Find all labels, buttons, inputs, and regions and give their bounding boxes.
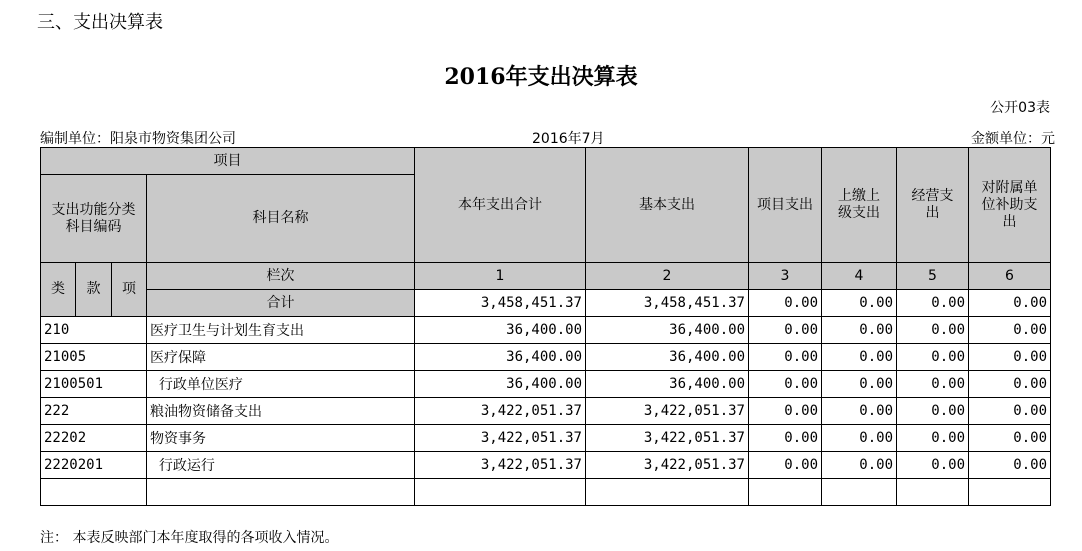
col-index: 3 xyxy=(749,263,822,290)
cell-basic: 36,400.00 xyxy=(586,371,749,398)
header-business: 经营支出 xyxy=(897,148,969,263)
header-lei: 类 xyxy=(41,263,76,317)
cell-business: 0.00 xyxy=(897,344,969,371)
form-number: 公开03表 xyxy=(990,100,1050,116)
cell-code: 222 xyxy=(41,398,147,425)
cell-total: 3,422,051.37 xyxy=(415,398,586,425)
cell-project: 0.00 xyxy=(749,317,822,344)
cell-total: 36,400.00 xyxy=(415,317,586,344)
col-index: 1 xyxy=(415,263,586,290)
empty-cell xyxy=(822,479,897,506)
report-date: 2016年7月 xyxy=(532,131,605,147)
header-kuan: 款 xyxy=(76,263,112,317)
header-project: 项目支出 xyxy=(749,148,822,263)
table-row xyxy=(41,344,1051,371)
cell-total: 36,400.00 xyxy=(415,371,586,398)
cell-code: 2100501 xyxy=(41,371,147,398)
cell-code: 2220201 xyxy=(41,452,147,479)
empty-cell xyxy=(586,479,749,506)
org-label: 编制单位：阳泉市物资集团公司 xyxy=(40,131,236,147)
cell-name: 粮油物资储备支出 xyxy=(147,398,415,425)
cell-name: 物资事务 xyxy=(147,425,415,452)
cell-project: 0.00 xyxy=(749,290,822,317)
section-title: 三、支出决算表 xyxy=(37,12,163,33)
cell-remit: 0.00 xyxy=(822,398,897,425)
table-row xyxy=(41,398,1051,425)
report-meta xyxy=(40,128,1055,148)
cell-business: 0.00 xyxy=(897,425,969,452)
header-remit: 上缴上级支出 xyxy=(822,148,897,263)
empty-cell xyxy=(897,479,969,506)
cell-remit: 0.00 xyxy=(822,371,897,398)
header-column-no: 栏次 xyxy=(147,263,415,290)
cell-total: 3,422,051.37 xyxy=(415,425,586,452)
col-index: 5 xyxy=(897,263,969,290)
cell-basic: 36,400.00 xyxy=(586,344,749,371)
cell-subsidy: 0.00 xyxy=(969,317,1051,344)
cell-name: 医疗卫生与计划生育支出 xyxy=(147,317,415,344)
cell-total: 3,458,451.37 xyxy=(415,290,586,317)
cell-project: 0.00 xyxy=(749,344,822,371)
col-index: 2 xyxy=(586,263,749,290)
cell-code: 22202 xyxy=(41,425,147,452)
cell-business: 0.00 xyxy=(897,452,969,479)
cell-total: 36,400.00 xyxy=(415,344,586,371)
cell-business: 0.00 xyxy=(897,290,969,317)
cell-subsidy: 0.00 xyxy=(969,452,1051,479)
cell-remit: 0.00 xyxy=(822,344,897,371)
cell-basic: 3,422,051.37 xyxy=(586,398,749,425)
table-row xyxy=(41,452,1051,479)
cell-project: 0.00 xyxy=(749,452,822,479)
cell-name: 行政单位医疗 xyxy=(147,371,415,398)
cell-remit: 0.00 xyxy=(822,452,897,479)
cell-basic: 3,422,051.37 xyxy=(586,425,749,452)
amount-unit: 金额单位：元 xyxy=(971,131,1055,147)
empty-cell xyxy=(41,479,147,506)
header-basic: 基本支出 xyxy=(586,148,749,263)
table-row xyxy=(41,317,1051,344)
header-subsidy: 对附属单位补助支出 xyxy=(969,148,1051,263)
cell-subsidy: 0.00 xyxy=(969,398,1051,425)
empty-cell xyxy=(969,479,1051,506)
col-index: 6 xyxy=(969,263,1051,290)
header-func-code: 支出功能分类科目编码 xyxy=(41,175,147,263)
empty-cell xyxy=(415,479,586,506)
total-row xyxy=(41,290,1051,317)
cell-name: 行政运行 xyxy=(147,452,415,479)
header-xiang: 项 xyxy=(112,263,147,317)
cell-code: 21005 xyxy=(41,344,147,371)
cell-basic: 3,458,451.37 xyxy=(586,290,749,317)
header-item: 项目 xyxy=(41,148,415,175)
cell-business: 0.00 xyxy=(897,317,969,344)
cell-remit: 0.00 xyxy=(822,290,897,317)
cell-subsidy: 0.00 xyxy=(969,371,1051,398)
empty-row xyxy=(41,479,1051,506)
cell-basic: 36,400.00 xyxy=(586,317,749,344)
cell-remit: 0.00 xyxy=(822,317,897,344)
header-total: 本年支出合计 xyxy=(415,148,586,263)
empty-cell xyxy=(147,479,415,506)
empty-cell xyxy=(749,479,822,506)
cell-total: 3,422,051.37 xyxy=(415,452,586,479)
cell-subsidy: 0.00 xyxy=(969,344,1051,371)
cell-business: 0.00 xyxy=(897,371,969,398)
cell-project: 0.00 xyxy=(749,371,822,398)
cell-remit: 0.00 xyxy=(822,425,897,452)
table-row xyxy=(41,371,1051,398)
col-index: 4 xyxy=(822,263,897,290)
footnote: 注： 本表反映部门本年度取得的各项收入情况。 xyxy=(40,530,339,546)
cell-subsidy: 0.00 xyxy=(969,425,1051,452)
expenditure-table xyxy=(40,147,1051,506)
total-label: 合计 xyxy=(147,290,415,317)
table-row xyxy=(41,425,1051,452)
document-title: 2016年支出决算表 xyxy=(444,64,638,90)
cell-basic: 3,422,051.37 xyxy=(586,452,749,479)
cell-project: 0.00 xyxy=(749,398,822,425)
cell-code: 210 xyxy=(41,317,147,344)
cell-business: 0.00 xyxy=(897,398,969,425)
cell-project: 0.00 xyxy=(749,425,822,452)
header-subject-name: 科目名称 xyxy=(147,175,415,263)
cell-subsidy: 0.00 xyxy=(969,290,1051,317)
cell-name: 医疗保障 xyxy=(147,344,415,371)
